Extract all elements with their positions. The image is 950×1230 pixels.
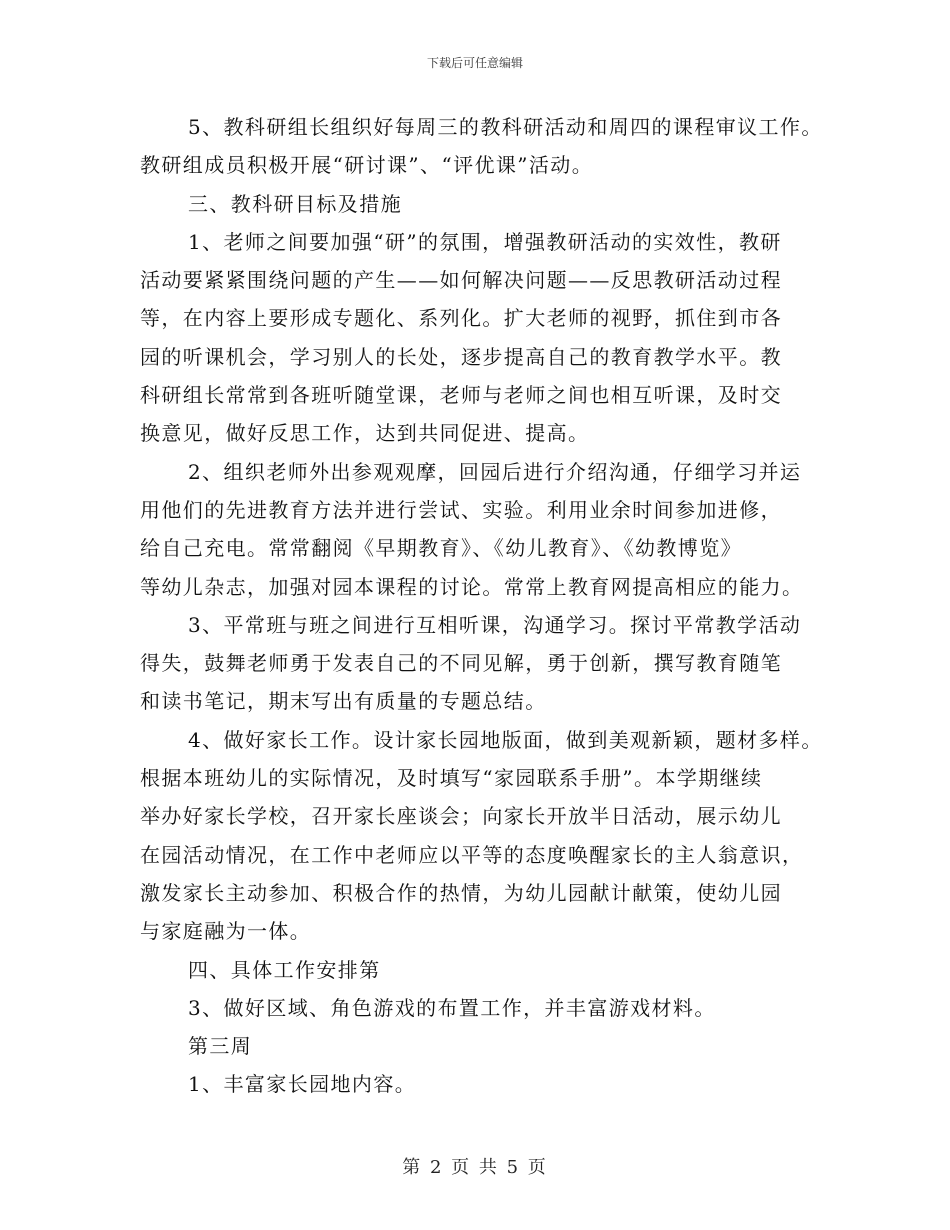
document-body [140,108,830,1104]
text-line: 用他们的先进教育方法并进行尝试、实验。利用业余时间参加进修， [140,497,782,522]
text-line: 给自己充电。常常翻阅《早期教育》、《幼儿教育》、《幼教博览》 [140,536,742,561]
page-number: 第 2 页 共 5 页 [402,1157,548,1178]
text-line: 4、做好家长工作。设计家长园地版面，做到美观新颖，题材多样。 [188,727,823,752]
text-line: 与家庭融为一体。 [140,919,312,944]
week-heading: 第三周 [188,1034,253,1059]
text-line: 2、组织老师外出参观观摩，回园后进行介绍沟通，仔细学习并运 [188,459,802,484]
text-line: 换意见，做好反思工作，达到共同促进、提高。 [140,421,590,446]
text-line: 教研组成员积极开展“研讨课”、“评优课”活动。 [140,153,594,178]
page-header-note: 下载后可任意编辑 [426,56,523,70]
text-line: 等，在内容上要形成专题化、系列化。扩大老师的视野，抓住到市各 [140,306,782,331]
text-line: 5、教科研组长组织好每周三的教科研活动和周四的课程审议工作。 [188,115,823,139]
text-line: 举办好家长学校，召开家长座谈会；向家长开放半日活动，展示幼儿 [140,804,782,829]
text-line: 1、老师之间要加强“研”的氛围，增强教研活动的实效性，教研 [188,229,782,254]
text-line: 和读书笔记，期末写出有质量的专题总结。 [140,689,547,714]
section-heading: 三、教科研目标及措施 [188,191,402,216]
text-line: 得失，鼓舞老师勇于发表自己的不同见解，勇于创新，撰写教育随笔 [140,651,782,676]
text-line: 园的听课机会，学习别人的长处，逐步提高自己的教育教学水平。教 [140,344,782,369]
text-line: 活动要紧紧围绕问题的产生——如何解决问题——反思教研活动过程 [140,268,782,293]
text-line: 科研组长常常到各班听随堂课，老师与老师之间也相互听课，及时交 [140,383,782,408]
text-line: 3、做好区域、角色游戏的布置工作，并丰富游戏材料。 [188,995,716,1020]
text-line: 激发家长主动参加、积极合作的热情，为幼儿园献计献策，使幼儿园 [140,880,782,905]
text-line: 3、平常班与班之间进行互相听课，沟通学习。探讨平常教学活动 [188,612,802,637]
text-line: 等幼儿杂志，加强对园本课程的讨论。常常上教育网提高相应的能力。 [140,574,804,599]
text-line: 根据本班幼儿的实际情况，及时填写“家园联系手册”。本学期继续 [140,766,763,791]
text-line: 1、丰富家长园地内容。 [188,1072,417,1097]
section-heading: 四、具体工作安排第 [188,957,381,982]
text-line: 在园活动情况，在工作中老师应以平等的态度唤醒家长的主人翁意识， [140,842,804,867]
